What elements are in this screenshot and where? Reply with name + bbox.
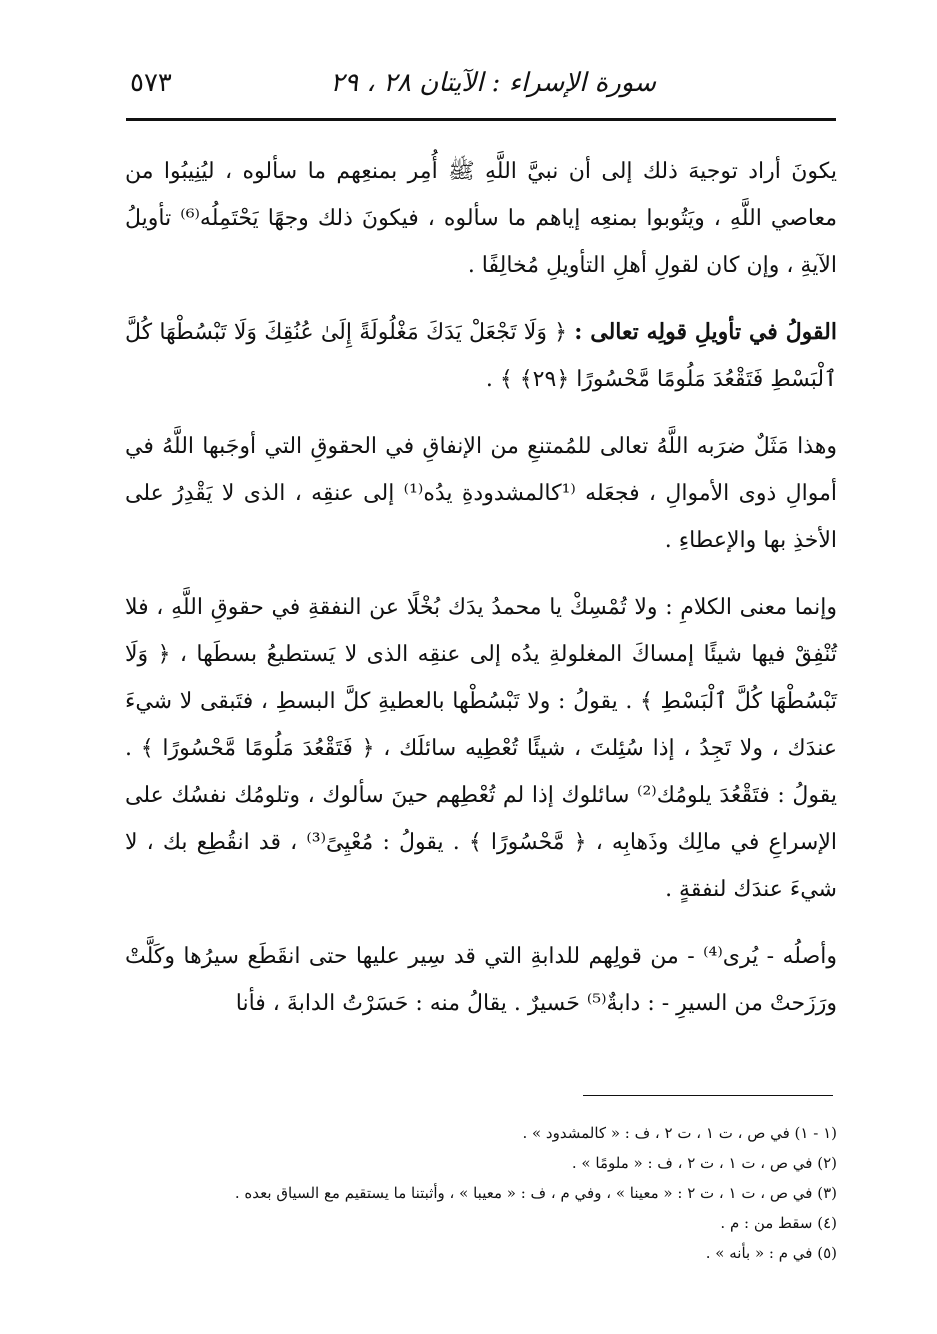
section-heading [125,309,837,403]
footnote-1: (١ - ١) في ص ، ت ١ ، ت ٢ ، ف : « كالمشدود » . [522,1124,837,1142]
paragraph-3: وإنما معنى الكلامِ : ولا تُمْسِكْ يا محمدُ يدَك بُخْلًا عن النفقةِ في حقوقِ اللَّهِ ، فلا تُنْفِقْ فيها شيئًا إمساكَ المغلولةِ يدُه إلى عنقِه الذى لا يَستطيعُ بسطَها ، ﴿ وَلَا تَبْسُطْهَا كُلَّ ٱلْبَسْطِ ﴾ . يقولُ : ولا تَبْسُطْها بالعطيةِ كلَّ البسطِ ، فتَبقى لا شيءَ عندَك ، ولا تَجِدُ ، إذا سُئِلتَ ، شيئًا تُعْطِيه سائلَك ، ﴿ فَتَقْعُدَ مَلُومًا مَّحْسُورًا ﴾ . يقولُ : فتَقْعُدَ يلومُك⁽²⁾ سائلوك إذا لم تُعْطِهم حينَ سألوك ، وتلومُك نفسُك على الإسراعِ في مالِك وذَهابِه ، ﴿ مَّحْسُورًا ﴾ . يقولُ : مُعْيِىً⁽³⁾ ، قد انقُطِع بك ، لا شيءَ عندَك لنفقةٍ . [125,595,837,902]
page-number: ٥٧٣ [130,68,172,98]
footnote-5: (٥) في م : « بأنه » . [705,1244,837,1262]
footnotes [125,1118,837,1268]
heading-lead: القولُ في تأويلِ قولِه تعالى : [574,319,837,345]
paragraph-4: وأصلُه - يُرى⁽⁴⁾ - من قولِهم للدابةِ التي قد سِير عليها حتى انقَطَع سيرُها وكَلَّتْ ورَزَحتْ من السيرِ - : دابةٌ⁽⁵⁾ حَسيرٌ . يقالُ منه : حَسَرْتُ الدابةَ ، فأنا [125,944,837,1016]
footnote-3: (٣) في ص ، ت ١ ، ت ٢ : « معينا » ، وفي م ، ف : « معيبا » ، وأثبتنا ما يستقيم مع السياق بعده . [234,1184,837,1202]
quran-verse: ﴿ وَلَا تَجْعَلْ يَدَكَ مَغْلُولَةً إِلَىٰ عُنُقِكَ وَلَا تَبْسُطْهَا كُلَّ ٱلْبَسْطِ فَتَقْعُدَ مَلُومًا مَّحْسُورًا ﴿٢٩﴾ ﴾ . [125,320,837,392]
footnote-4: (٤) سقط من : م . [720,1214,837,1232]
running-title: سورة الإسراء : الآيتان ٢٨ ، ٢٩ [330,68,656,98]
page-header [126,62,836,110]
paragraph-2: وهذا مَثَلٌ ضرَبه اللَّهُ تعالى للمُمتنعِ من الإنفاقِ في الحقوقِ التي أوجَبها اللَّهُ في أموالِ ذوى الأموالِ ، فجعَله ⁽¹كالمشدودةِ يدُه⁽¹⁾ إلى عنقِه ، الذى لا يَقْدِرُ على الأخذِ بها والإعطاءِ . [125,434,837,553]
main-text [125,148,837,1027]
paragraph-1: يكونَ أراد توجيهَ ذلك إلى أن نبيَّ اللَّهِ ﷺ أُمِر بمنعِهم ما سألوه ، ليُنِيبُوا من معاصي اللَّهِ ، ويَتُوبوا بمنعِه إياهم ما سألوه ، فيكونَ ذلك وجهًا يَحْتَمِلُه⁽⁶⁾ تأويلُ الآيةِ ، وإن كان لقولِ أهلِ التأويلِ مُخالِفًا . [125,159,837,278]
footnote-2: (٢) في ص ، ت ١ ، ت ٢ ، ف : « ملومًا » . [571,1154,837,1172]
header-rule [126,118,836,121]
footnote-rule [583,1095,833,1096]
